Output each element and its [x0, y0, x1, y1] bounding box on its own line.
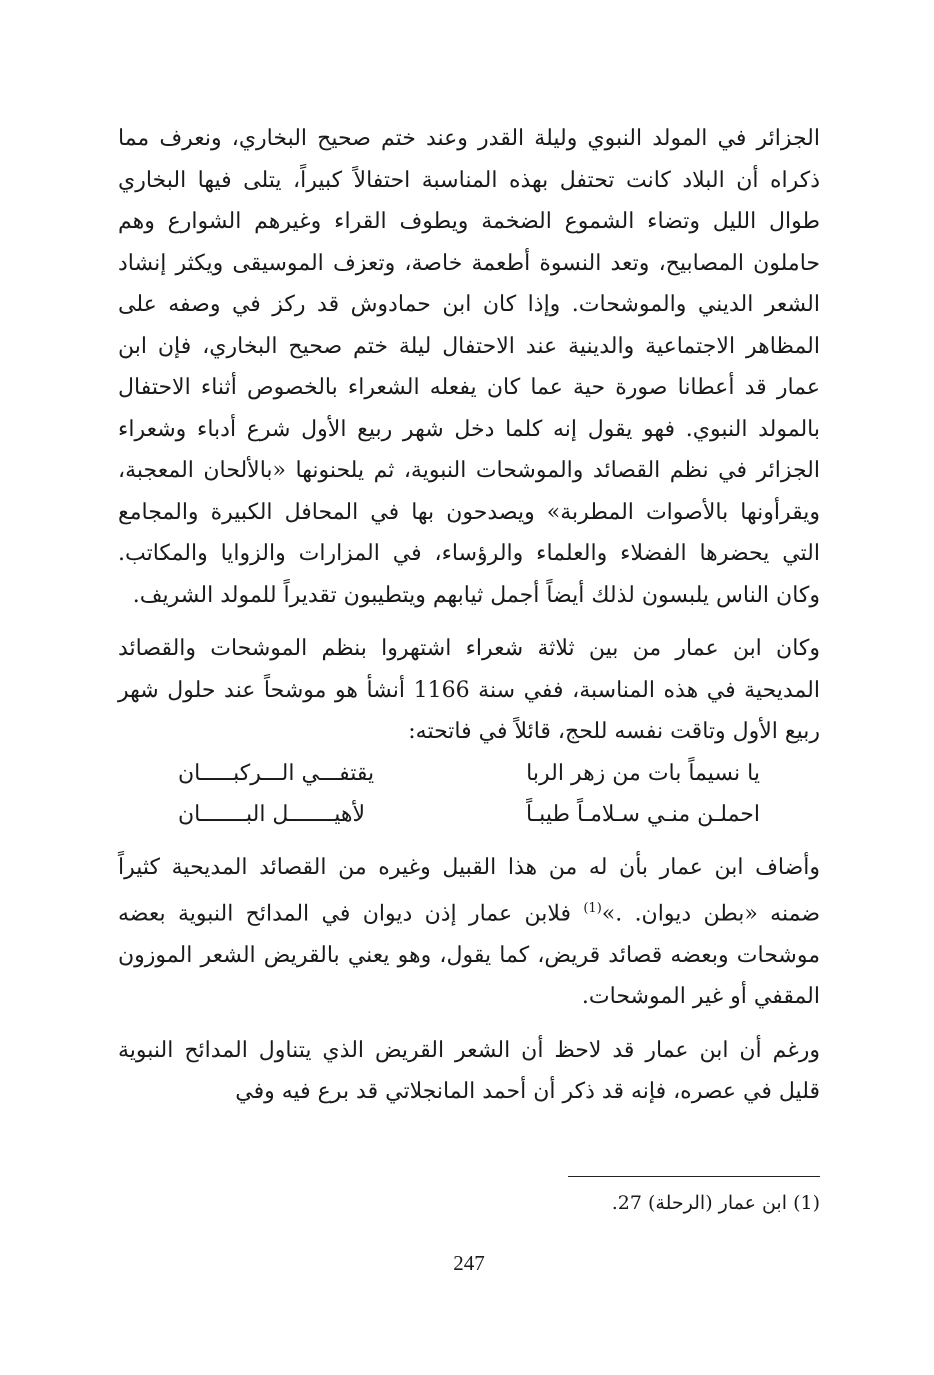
paragraph-4: ورغم أن ابن عمار قد لاحظ أن الشعر القريض الذي يتناول المدائح النبوية قليل في عصره، فإنه قد ذكر أن أحمد المانجلاتي قد برع فيه وفي	[118, 1037, 820, 1105]
verse-second-hemistich: لأهيـــــــل البـــــــان	[178, 801, 365, 827]
verse-first-hemistich: احملـن منـي سـلامـاً طيبـاً	[526, 801, 760, 827]
verse-first-hemistich: يا نسيماً بات من زهر الربا	[526, 760, 760, 786]
paragraph-1: الجزائر في المولد النبوي وليلة القدر وعند ختم صحيح البخاري، ونعرف مما ذكراه أن البلاد كانت تحتفل بهذه المناسبة احتفالاً كبيراً، يتلى فيها البخاري طوال الليل وتضاء الشموع الضخمة ويطوف القراء وغيرهم الشوارع وهم حاملون المصابيح، وتعد النسوة أطعمة خاصة، وتعزف الموسيقى ويكثر إنشاد الشعر الديني والموشحات. وإذا كان ابن حمادوش قد ركز في وصفه على المظاهر الاجتماعية والدينية عند الاحتفال ليلة ختم صحيح البخاري، فإن ابن عمار قد أعطانا صورة حية عما كان يفعله الشعراء بالخصوص أثناء الاحتفال بالمولد النبوي. فهو يقول إنه كلما دخل شهر ربيع الأول شرع أدباء وشعراء الجزائر في نظم القصائد والموشحات النبوية، ثم يلحنونها «بالألحان المعجبة، ويقرأونها بالأصوات المطربة» ويصدحون بها في المحافل الكبيرة والمجامع التي يحضرها الفضلاء والعلماء والرؤساء، في المزارات والزوايا والمكاتب. وكان الناس يلبسون لذلك أيضاً أجمل ثيابهم ويتطيبون تقديراً للمولد الشريف.	[118, 126, 820, 608]
footnote-mark: (1)	[793, 1192, 820, 1214]
verse-line	[118, 794, 820, 835]
footnote-text: ابن عمار (الرحلة) 27.	[611, 1192, 788, 1214]
paragraph-3-part-2: فلابن عمار إذن ديوان في المدائح النبوية بعضه موشحات وبعضه قصائد قريض، كما يقول، وهو يعني بالقريض الشعر الموزون المقفي أو غير الموشحات.	[118, 901, 820, 1010]
paragraph-2: وكان ابن عمار من بين ثلاثة شعراء اشتهروا بنظم الموشحات والقصائد المديحية في هذه المناسبة، ففي سنة 1166 أنشأ هو موشحاً عند حلول شهر ربيع الأول وتاقت نفسه للحج، قائلاً في فاتحته:	[118, 636, 820, 744]
page-number: 247	[453, 1251, 485, 1275]
footnote-reference: (1)	[583, 901, 602, 916]
footnote	[612, 1190, 820, 1216]
paragraph-3	[118, 847, 820, 1018]
book-page	[118, 118, 820, 1275]
poem-verses	[118, 753, 820, 835]
footnote-separator	[568, 1176, 820, 1177]
verse-line	[118, 753, 820, 794]
verse-second-hemistich: يقتفـــي الـــركبـــــان	[178, 760, 375, 786]
paragraph-3-part-1: وأضاف ابن عمار بأن له من هذا القبيل وغيره من القصائد المديحية كثيراً ضمنه «بطن ديوان. .»	[118, 854, 820, 927]
